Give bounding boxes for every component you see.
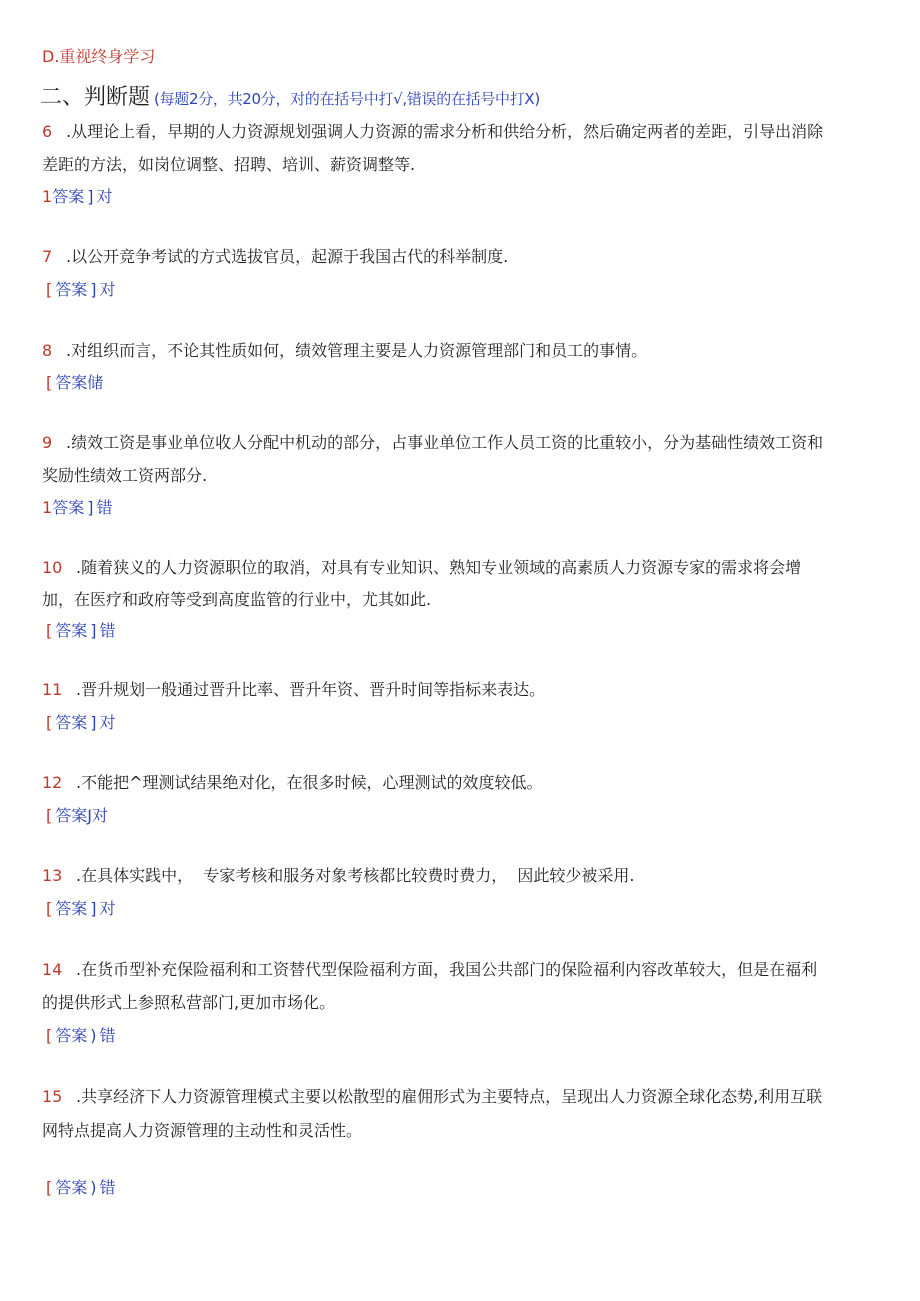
question-text: .共享经济下人力资源管理模式主要以松散型的雇佣形式为主要特点，呈现出人力资源全球化态势,利用互联 xyxy=(76,1087,823,1106)
answer-prefix: [ xyxy=(46,373,53,392)
answer-15 xyxy=(46,1177,116,1199)
answer-11 xyxy=(46,712,116,734)
question-number: 8 xyxy=(42,341,53,360)
answer-suffix: ] xyxy=(90,899,97,918)
question-number: 12 xyxy=(42,773,63,792)
answer-suffix: ] xyxy=(90,621,97,640)
answer-suffix: ] xyxy=(87,498,94,517)
question-15-line-2: 网特点提高人力资源管理的主动性和灵活性。 xyxy=(42,1121,363,1140)
answer-prefix: [ xyxy=(46,713,53,732)
answer-label: 答案 xyxy=(55,1178,88,1197)
question-14-line-2: 的提供形式上参照私营部门,更加市场化。 xyxy=(42,993,336,1012)
answer-12 xyxy=(46,805,108,827)
answer-label: 答案 xyxy=(55,899,88,918)
question-14-line-1 xyxy=(42,959,817,981)
answer-value: 错 xyxy=(99,621,116,640)
answer-10 xyxy=(46,620,116,642)
answer-value: 错 xyxy=(99,1178,116,1197)
answer-label: 答案J xyxy=(55,806,92,825)
section-heading xyxy=(40,83,540,114)
section-title: 二、判断题 xyxy=(40,85,151,110)
answer-6 xyxy=(42,186,112,208)
answer-prefix: [ xyxy=(46,1178,53,1197)
question-6-line-2: 差距的方法，如岗位调整、招聘、培训、薪资调整等. xyxy=(42,155,416,174)
question-7-line-1 xyxy=(42,246,508,268)
answer-value: 对 xyxy=(99,280,116,299)
answer-value: 对 xyxy=(91,806,108,825)
answer-suffix: ] xyxy=(87,187,94,206)
answer-value: 对 xyxy=(99,899,116,918)
question-8-line-1 xyxy=(42,340,647,362)
answer-9 xyxy=(42,497,112,519)
answer-suffix: ] xyxy=(90,280,97,299)
question-13-line-1 xyxy=(42,865,635,887)
question-15-line-1 xyxy=(42,1086,822,1108)
question-number: 14 xyxy=(42,960,63,979)
section-note: (每题2分，共20分，对的在括号中打√,错误的在括号中打X) xyxy=(154,90,540,108)
answer-suffix: ] xyxy=(90,713,97,732)
question-text: .晋升规划一般通过晋升比率、晋升年资、晋升时间等指标来表达。 xyxy=(76,680,546,699)
answer-suffix: ) xyxy=(90,1178,97,1197)
question-11-line-1 xyxy=(42,679,545,701)
question-text: .随着狭义的人力资源职位的取消，对具有专业知识、熟知专业领域的高素质人力资源专家的需求将会增 xyxy=(76,558,802,577)
answer-prefix: 1 xyxy=(42,187,53,206)
question-10-line-1 xyxy=(42,557,801,579)
answer-label: 答案 xyxy=(55,713,88,732)
question-number: 7 xyxy=(42,247,53,266)
question-text: .不能把^理测试结果绝对化，在很多时候，心理测试的效度较低。 xyxy=(76,773,543,792)
answer-value: 储 xyxy=(87,373,104,392)
question-12-line-1 xyxy=(42,772,543,794)
question-number: 15 xyxy=(42,1087,63,1106)
answer-label: 答案 xyxy=(55,1026,88,1045)
answer-13 xyxy=(46,898,116,920)
question-text: .以公开竞争考试的方式选拔官员，起源于我国古代的科举制度. xyxy=(66,247,509,266)
question-number: 11 xyxy=(42,680,63,699)
answer-7 xyxy=(46,279,116,301)
answer-label: 答案 xyxy=(52,187,85,206)
answer-prefix: [ xyxy=(46,806,53,825)
answer-value: 错 xyxy=(96,498,113,517)
question-text: .在货币型补充保险福利和工资替代型保险福利方面，我国公共部门的保险福利内容改革较大，但是在福利 xyxy=(76,960,818,979)
question-number: 10 xyxy=(42,558,63,577)
answer-prefix: [ xyxy=(46,621,53,640)
answer-prefix: [ xyxy=(46,899,53,918)
answer-label: 答案 xyxy=(55,373,88,392)
answer-value: 对 xyxy=(96,187,113,206)
question-9-line-1 xyxy=(42,432,823,454)
answer-prefix: [ xyxy=(46,280,53,299)
question-number: 13 xyxy=(42,866,63,885)
answer-suffix: ) xyxy=(90,1026,97,1045)
answer-label: 答案 xyxy=(52,498,85,517)
answer-value: 错 xyxy=(99,1026,116,1045)
question-number: 6 xyxy=(42,122,53,141)
question-6-line-1 xyxy=(42,121,823,143)
answer-14 xyxy=(46,1025,116,1047)
question-text: .在具体实践中， 专家考核和服务对象考核都比较费时费力， 因此较少被采用. xyxy=(76,866,635,885)
question-9-line-2: 奖励性绩效工资两部分. xyxy=(42,466,208,485)
question-10-line-2: 加，在医疗和政府等受到高度监管的行业中，尤其如此. xyxy=(42,590,432,609)
question-text: .对组织而言，不论其性质如何，绩效管理主要是人力资源管理部门和员工的事情。 xyxy=(66,341,648,360)
answer-label: 答案 xyxy=(55,621,88,640)
answer-prefix: [ xyxy=(46,1026,53,1045)
answer-value: 对 xyxy=(99,713,116,732)
question-text: .从理论上看，早期的人力资源规划强调人力资源的需求分析和供给分析，然后确定两者的差距，引导出消除 xyxy=(66,122,824,141)
answer-8 xyxy=(46,372,103,394)
answer-label: 答案 xyxy=(55,280,88,299)
option-d: D.重视终身学习 xyxy=(42,47,156,66)
answer-prefix: 1 xyxy=(42,498,53,517)
question-text: .绩效工资是事业单位收人分配中机动的部分，占事业单位工作人员工资的比重较小，分为基础性绩效工资和 xyxy=(66,433,824,452)
question-number: 9 xyxy=(42,433,53,452)
